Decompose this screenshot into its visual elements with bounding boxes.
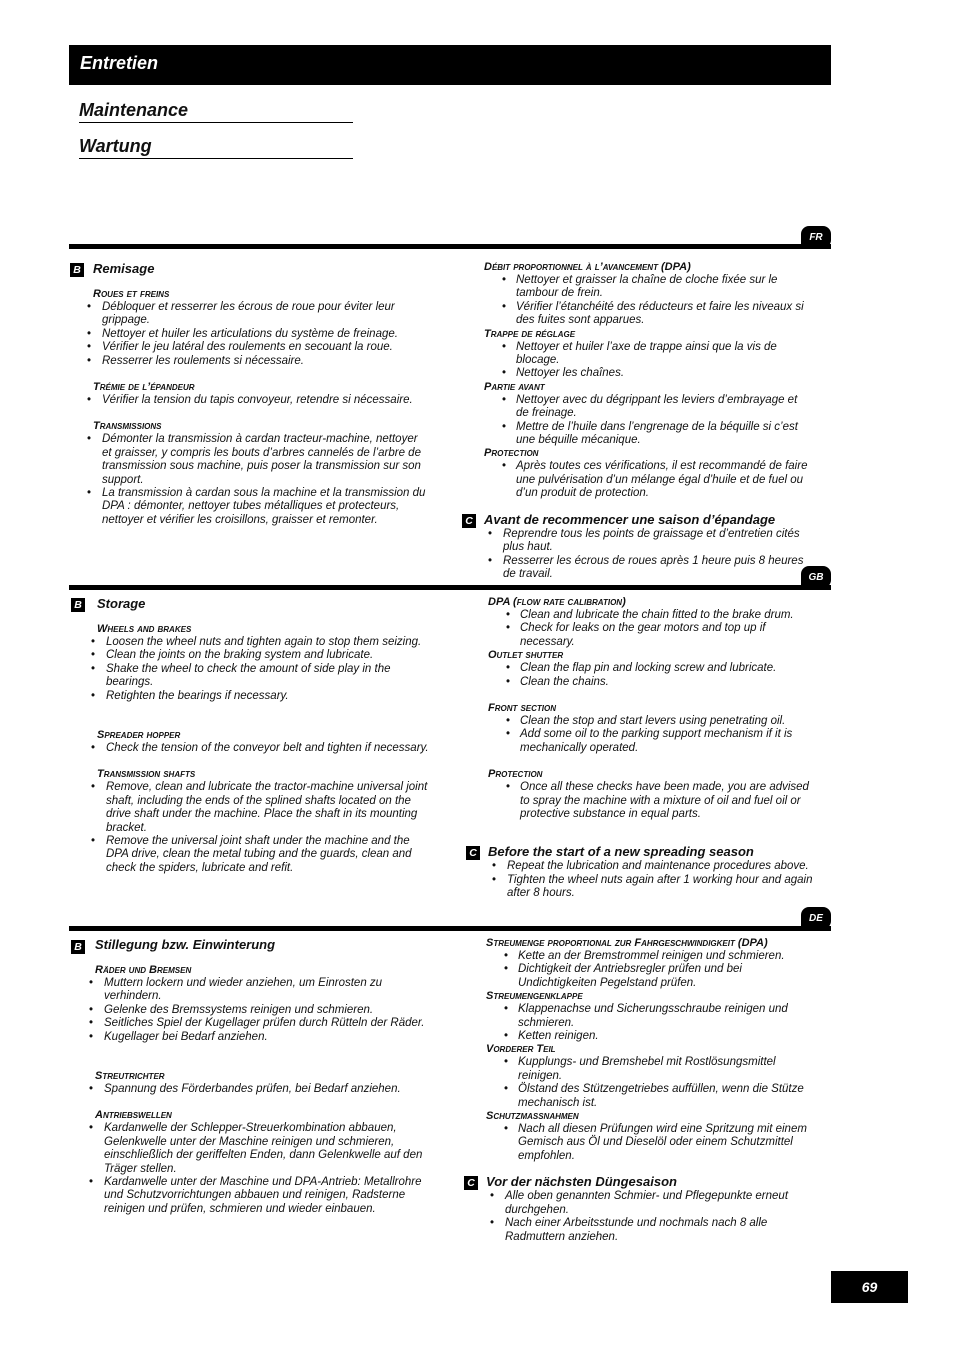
gb-list [488, 662, 814, 689]
list-item: • Nettoyer avec du dégrippant les leviers d’embrayage et de freinage. [484, 394, 810, 421]
gb-list [73, 742, 429, 755]
page-number: 69 [831, 1271, 908, 1303]
gb-list [488, 860, 814, 900]
list-item: • Remove, clean and lubricate the tractor-machine universal joint shaft, including the ends of the splined shafts located on the drive shaft under the machine. Place the shaft in its mounting bracket. [73, 781, 429, 835]
list-item: • Démonter la transmission à cardan tracteur-machine, nettoyer et graisser, y compris les bouts d’arbres cannelés de l’arbre de transmission sous machine, puis poser la transmission sur son support. [69, 433, 429, 487]
fr-subheading: Débit proportionnel à l’avancement (DPA) [484, 261, 691, 273]
list-item: • Alle oben genannten Schmier- und Pflegepunkte erneut durchgehen. [486, 1190, 812, 1217]
de-list [486, 1190, 812, 1244]
list-item: • Kette an der Bremstrommel reinigen und schmieren. [486, 950, 812, 963]
list-item: • Clean the stop and start levers using penetrating oil. [488, 715, 814, 728]
list-item: • Nettoyer et huiler les articulations du système de freinage. [69, 328, 429, 341]
gb-storage-heading [69, 596, 429, 612]
gb-list [73, 636, 429, 703]
list-item: • Après toutes ces vérifications, il est recommandé de faire une pulvérisation d’un mélange égal d’huile et de fuel ou d’un produit de protection. [484, 460, 810, 500]
fr-list [484, 394, 810, 448]
list-item: • Klappenachse und Sicherungsschraube reinigen und schmieren. [486, 1003, 812, 1030]
language-tag-gb: GB [801, 566, 831, 588]
gb-right-column [469, 596, 814, 901]
list-item: • Add some oil to the parking support mechanism if it is mechanically operated. [488, 728, 814, 755]
gb-list [488, 609, 814, 649]
fr-storage-heading [69, 261, 429, 277]
list-item: • Kardanwelle unter der Maschine und DPA-Antrieb: Metallrohre und Schutzvorrichtungen abbauen und reinigen, Radsterne reinigen und prüfen, schmieren und wieder einbauen. [71, 1176, 429, 1216]
de-subheading: Streumengenklappe [486, 990, 583, 1003]
de-subheading: Schutzmaßnahmen [486, 1110, 579, 1123]
de-subheading: Räder und Bremsen [95, 964, 192, 976]
de-storage-title: Stillegung bzw. Einwinterung [95, 937, 276, 952]
de-badge-c: C [464, 1176, 478, 1190]
gb-badge-b: B [71, 598, 85, 612]
gb-subheading: Protection [488, 768, 543, 781]
fr-list [484, 341, 810, 381]
list-item: • Resserrer les roulements si nécessaire. [69, 355, 429, 368]
list-item: • Vérifier la tension du tapis convoyeur, retendre si nécessaire. [69, 394, 429, 407]
gb-subheading: Front section [488, 702, 556, 715]
list-item: • Shake the wheel to check the amount of side play in the bearings. [73, 663, 429, 690]
de-subheading: Streutrichter [95, 1070, 165, 1083]
de-list [486, 1003, 812, 1043]
list-item: • Mettre de l’huile dans l’engrenage de la béquille si c’est une béquille mécanique. [484, 421, 810, 448]
gb-subheading: Transmission shafts [97, 768, 196, 781]
list-item: • Clean the flap pin and locking screw and lubricate. [488, 662, 814, 675]
fr-list [484, 528, 810, 582]
fr-subheading: Roues et freins [93, 288, 170, 300]
list-item: • Kupplungs- und Bremshebel mit Rostlösungsmittel reinigen. [486, 1056, 812, 1083]
fr-storage-title: Remisage [93, 261, 155, 276]
de-season-heading [467, 1174, 812, 1190]
list-item: • Seitliches Spiel der Kugellager prüfen durch Rütteln der Räder. [71, 1017, 429, 1030]
list-item: • Nettoyer les chaînes. [484, 367, 810, 380]
list-item: • Kugellager bei Bedarf anziehen. [71, 1031, 429, 1044]
language-tag-de: DE [801, 907, 831, 929]
section-divider-fr [69, 244, 831, 249]
section-divider-gb [69, 585, 831, 590]
list-item: • Nach einer Arbeitsstunde und nochmals nach 8 alle Radmuttern anziehen. [486, 1217, 812, 1244]
fr-list [69, 433, 429, 527]
list-item: • Loosen the wheel nuts and tighten again to stop them seizing. [73, 636, 429, 649]
list-item: • Repeat the lubrication and maintenance procedures above. [488, 860, 814, 873]
list-item: • Clean the chains. [488, 676, 814, 689]
fr-subheading: Trémie de l’épandeur [93, 381, 195, 394]
list-item: • Spannung des Förderbandes prüfen, bei Bedarf anziehen. [71, 1083, 429, 1096]
gb-subheading: DPA (flow rate calibration) [488, 596, 626, 608]
list-item: • Check for leaks on the gear motors and top up if necessary. [488, 622, 814, 649]
de-storage-heading [69, 937, 429, 953]
gb-storage-title: Storage [97, 596, 146, 611]
gb-left-column [69, 596, 429, 875]
page-title: Entretien [80, 53, 159, 73]
gb-season-title: Before the start of a new spreading season [488, 844, 754, 860]
gb-list [73, 781, 429, 875]
list-item: • Tighten the wheel nuts again after 1 working hour and again after 8 hours. [488, 874, 814, 901]
list-item: • Clean the joints on the braking system and lubricate. [73, 649, 429, 662]
list-item: • Check the tension of the conveyor belt and tighten if necessary. [73, 742, 429, 755]
fr-season-title: Avant de recommencer une saison d’épandage [484, 511, 776, 527]
language-tag-fr: FR [801, 226, 831, 248]
fr-list [484, 460, 810, 500]
fr-right-column [465, 261, 810, 581]
fr-badge-b: B [70, 263, 84, 277]
de-season-title: Vor der nächsten Düngesaison [486, 1174, 677, 1190]
list-item: • Nettoyer et graisser la chaîne de cloche fixée sur le tambour de frein. [484, 274, 810, 301]
list-item: • La transmission à cardan sous la machine et la transmission du DPA : démonter, nettoyer tubes métalliques et protecteurs, nettoyer et vérifier les croisillons, graisser et remonter. [69, 487, 429, 527]
fr-list [484, 274, 810, 328]
subtitle-wartung: Wartung [79, 136, 353, 159]
list-item: • Nach all diesen Prüfungen wird eine Spritzung mit einem Gemisch aus Öl und Dieselöl oder einem Schutzmittel empfohlen. [486, 1123, 812, 1163]
fr-subheading: Partie avant [484, 380, 545, 393]
list-item: • Vérifier le jeu latéral des roulements en secouant la roue. [69, 341, 429, 354]
fr-season-heading [465, 511, 810, 528]
de-list [486, 1056, 812, 1110]
de-subheading: Vorderer Teil [486, 1043, 556, 1056]
fr-list [69, 301, 429, 368]
list-item: • Ketten reinigen. [486, 1030, 812, 1043]
de-badge-b: B [71, 940, 85, 954]
fr-subheading: Transmissions [93, 420, 162, 433]
de-list [71, 1122, 429, 1216]
list-item: • Remove the universal joint shaft under the machine and the DPA drive, clean the metal tubing and the guards, clean and check the spiders, lubricate and refit. [73, 835, 429, 875]
gb-season-heading [469, 844, 814, 860]
list-item: • Retighten the bearings if necessary. [73, 690, 429, 703]
list-item: • Muttern lockern und wieder anziehen, um Einrosten zu verhindern. [71, 977, 429, 1004]
de-list [486, 950, 812, 990]
gb-badge-c: C [466, 846, 480, 860]
fr-badge-c: C [462, 514, 476, 528]
gb-subheading: Wheels and brakes [97, 623, 192, 635]
list-item: • Débloquer et resserrer les écrous de roue pour éviter leur grippage. [69, 301, 429, 328]
header-bar [69, 45, 831, 85]
list-item: • Dichtigkeit der Antriebsregler prüfen und bei Undichtigkeiten Pegelstand prüfen. [486, 963, 812, 990]
list-item: • Vérifier l’étanchéité des réducteurs et faire les niveaux si des fuites sont apparues. [484, 301, 810, 328]
de-right-column [467, 937, 812, 1244]
subtitle-maintenance: Maintenance [79, 100, 353, 123]
gb-list [488, 781, 814, 821]
gb-subheading: Spreader hopper [97, 729, 181, 742]
de-left-column [69, 937, 429, 1216]
list-item: • Nettoyer et huiler l’axe de trappe ainsi que la vis de blocage. [484, 341, 810, 368]
section-divider-de [69, 926, 831, 931]
list-item: • Reprendre tous les points de graissage et d’entretien cités plus haut. [484, 528, 810, 555]
fr-subheading: Trappe de réglage [484, 327, 576, 340]
list-item: • Clean and lubricate the chain fitted to the brake drum. [488, 609, 814, 622]
gb-subheading: Outlet shutter [488, 649, 564, 662]
list-item: • Once all these checks have been made, you are advised to spray the machine with a mixture of oil and fuel oil or protective substance in equal parts. [488, 781, 814, 821]
gb-list [488, 715, 814, 755]
fr-list [69, 394, 429, 407]
de-subheading: Streumenge proportional zur Fahrgeschwindigkeit (DPA) [486, 937, 768, 949]
de-list [71, 977, 429, 1044]
list-item: • Resserrer les écrous de roues après 1 heure puis 8 heures de travail. [484, 555, 810, 582]
list-item: • Kardanwelle der Schlepper-Streuerkombination abbauen, Gelenkwelle unter der Maschine reinigen und schmieren, einschließlich der geriffelten Enden, dann Gelenkwelle auf den Träger stellen. [71, 1122, 429, 1176]
list-item: • Ölstand des Stützengetriebes auffüllen, wenn die Stütze mechanisch ist. [486, 1083, 812, 1110]
fr-subheading: Protection [484, 447, 539, 460]
fr-left-column [69, 261, 429, 527]
de-list [486, 1123, 812, 1163]
list-item: • Gelenke des Bremssystems reinigen und schmieren. [71, 1004, 429, 1017]
de-list [71, 1083, 429, 1096]
de-subheading: Antriebswellen [95, 1109, 172, 1122]
